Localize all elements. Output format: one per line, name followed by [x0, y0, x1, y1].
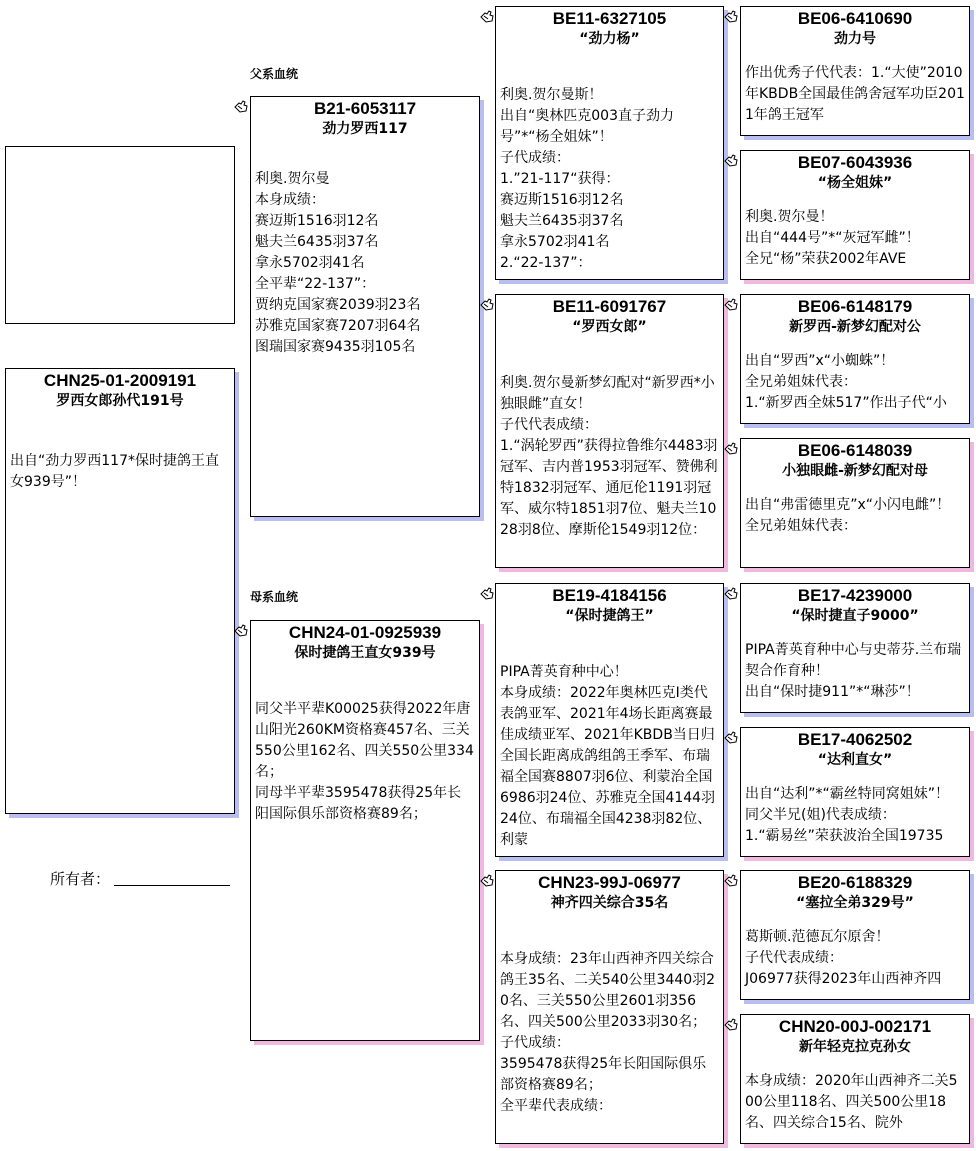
ss-hand-icon — [480, 8, 496, 24]
dam-sire-dam-card[interactable] — [740, 727, 970, 857]
sds-ring-number: BE06-6148179 — [797, 297, 913, 316]
dsd-description: 出自“达利”*“霸丝特同窝姐妹”！ 同父半兄(姐)代表成绩： 1.“霸易丝”荣获波治全国19735 — [745, 786, 950, 844]
dss-description: PIPA菁英育种中心与史蒂芬.兰布瑞契合作育种！ 出自“保时捷911”*“琳莎”！ — [745, 642, 962, 700]
ds-description: PIPA菁英育种中心！ 本身成绩：2022年奥林匹克I类代表鸽亚军、2021年4场长距离赛最佳成绩亚军、2021年KBDB当日归全国长距离成鸽组鸽王季军、布瑞福全国赛8807羽6位、利蒙治全国6986羽24位、苏雅克全国4144羽24位、布瑞福全国4238羽82位、利蒙 — [500, 664, 716, 848]
ssd-description: 利奥.贺尔曼！ 出自“444号”*“灰冠军雌”！ 全兄“杨”荣获2002年AVE — [745, 209, 920, 267]
subject-description: 出自“劲力罗西117*保时捷鸽王直女939号”！ — [10, 453, 219, 490]
ds-ring-number: BE19-4184156 — [552, 586, 667, 605]
sire-dam-card[interactable] — [495, 294, 724, 568]
ddd-hand-icon — [724, 1016, 740, 1032]
ssd-ring-number: BE07-6043936 — [797, 153, 913, 172]
dam-card[interactable] — [250, 620, 480, 1041]
sire-dam-sire-card[interactable] — [740, 294, 970, 424]
ssd-name: “杨全姐妹” — [817, 175, 893, 191]
dss-name: “保时捷直子9000” — [791, 608, 919, 624]
dam-hand-icon — [234, 622, 250, 638]
sss-description: 作出优秀子代代表：1.“大使”2010年KBDB全国最佳鸽舍冠军功臣2011年鸽王冠军 — [745, 65, 965, 123]
dam-sire-card[interactable] — [495, 583, 724, 857]
dd-name: 神齐四关综合35名 — [550, 895, 669, 911]
dam-dam-sire-card[interactable] — [740, 870, 970, 1000]
sire-sire-sire-card[interactable] — [740, 6, 970, 136]
sire-sire-card[interactable] — [495, 6, 724, 280]
ddd-description: 本身成绩：2020年山西神齐二关500公里118名、四关500公里18名、四关综合15名、院外 — [745, 1073, 958, 1131]
dds-description: 葛斯顿.范德瓦尔原舍！ 子代代表成绩： J06977获得2023年山西神齐四 — [745, 929, 942, 987]
sdd-ring-number: BE06-6148039 — [797, 441, 913, 460]
dd-hand-icon — [480, 872, 496, 888]
subject-name: 罗西女郎孙代191号 — [56, 393, 184, 409]
owner-signature-line — [114, 885, 230, 886]
sire-description: 利奥.贺尔曼 本身成绩： 赛迈斯1516羽12名 魁夫兰6435羽37名 拿永5702羽41名 全平辈“22-137”： 贾纳克国家赛2039羽23名 苏雅克国家赛7207羽64名 图瑞国家赛9435羽105名 — [255, 171, 421, 355]
maternal-line-label: 母系血统 — [250, 590, 299, 604]
dss-hand-icon — [724, 585, 740, 601]
dam-ring-number: CHN24-01-0925939 — [288, 623, 442, 642]
sd-description: 利奥.贺尔曼新梦幻配对“新罗西*小独眼雌”直女！ 子代代表成绩： 1.“涡轮罗西”获得拉鲁维尔4483羽冠军、吉内普1953羽冠军、赞佛利特1832羽冠军、通厄伦1191羽冠军、威尔特1851羽7位、魁夫兰1028羽8位、摩斯伦1549羽12位： — [500, 375, 718, 538]
dam-sire-sire-card[interactable] — [740, 583, 970, 713]
dd-description: 本身成绩：23年山西神齐四关综合鸽王35名、二关540公里3440羽20名、三关550公里2601羽356名、四关500公里2033羽30名； 子代成绩： 3595478获得25年长阳国际俱乐部资格赛89名； 全平辈代表成绩： — [500, 951, 716, 1114]
pigeon-photo-frame — [5, 146, 235, 324]
dds-ring-number: BE20-6188329 — [797, 873, 913, 892]
ss-ring-number: BE11-6327105 — [552, 9, 667, 28]
sire-dam-dam-card[interactable] — [740, 438, 970, 568]
subject-card[interactable] — [5, 368, 235, 814]
ss-description: 利奥.贺尔曼斯！ 出自“奥林匹克003直子劲力号”*“杨全姐妹”！ 子代成绩： 1.”21-117“获得： 赛迈斯1516羽12名 魁夫兰6435羽37名 拿永5702羽41名 2.“22-137”： — [500, 87, 674, 271]
dd-ring-number: CHN23-99J-06977 — [538, 873, 681, 892]
ssd-hand-icon — [724, 152, 740, 168]
sdd-hand-icon — [724, 440, 740, 456]
subject-ring-number: CHN25-01-2009191 — [43, 371, 197, 390]
ss-name: “劲力杨” — [579, 31, 640, 47]
dsd-name: “达利直女” — [817, 752, 893, 768]
sdd-description: 出自“弗雷德里克”x“小闪电雌”！ 全兄弟姐妹代表： — [745, 497, 951, 534]
paternal-line-label: 父系血统 — [250, 67, 299, 81]
dds-hand-icon — [724, 872, 740, 888]
dsd-hand-icon — [724, 729, 740, 745]
sire-sire-dam-card[interactable] — [740, 150, 970, 280]
sds-description: 出自“罗西”x“小蜘蛛”！ 全兄弟姐妹代表： 1.“新罗西全妹517”作出子代“小 — [745, 353, 947, 411]
owner-label: 所有者： — [50, 870, 111, 888]
ds-name: “保时捷鸽王” — [565, 608, 654, 624]
dds-name: “塞拉全弟329号” — [796, 895, 914, 911]
sds-name: 新罗西-新梦幻配对公 — [789, 319, 921, 335]
sire-card[interactable] — [250, 96, 480, 517]
sss-ring-number: BE06-6410690 — [797, 9, 913, 28]
sdd-name: 小独眼雌-新梦幻配对母 — [782, 463, 928, 479]
ddd-name: 新年轻克拉克孙女 — [799, 1039, 911, 1055]
ddd-ring-number: CHN20-00J-002171 — [778, 1017, 932, 1036]
sire-name: 劲力罗西117 — [322, 121, 408, 137]
dam-dam-dam-card[interactable] — [740, 1014, 970, 1144]
sd-hand-icon — [480, 296, 496, 312]
dss-ring-number: BE17-4239000 — [797, 586, 913, 605]
dam-name: 保时捷鸽王直女939号 — [294, 645, 436, 661]
dsd-ring-number: BE17-4062502 — [797, 730, 913, 749]
sd-name: “罗西女郎” — [572, 319, 647, 335]
sd-ring-number: BE11-6091767 — [552, 297, 667, 316]
sss-name: 劲力号 — [834, 31, 876, 47]
dam-description: 同父半平辈K00025获得2022年唐山阳光260KM资格赛457名、三关550公里162名、四关550公里334名； 同母半平辈3595478获得25年长阳国际俱乐部资格赛89名； — [255, 701, 474, 822]
ds-hand-icon — [480, 585, 496, 601]
dam-dam-card[interactable] — [495, 870, 724, 1144]
sire-hand-icon — [234, 98, 250, 114]
sds-hand-icon — [724, 296, 740, 312]
sire-ring-number: B21-6053117 — [313, 99, 417, 118]
sss-hand-icon — [724, 8, 740, 24]
